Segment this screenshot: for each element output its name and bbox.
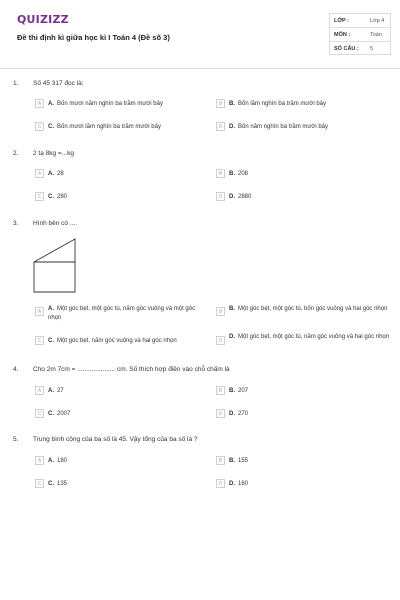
option-letter-box: A: [35, 307, 44, 316]
option-letter-box: C: [35, 409, 44, 418]
option-text: Bốn năm nghìn ba trăm mười bảy: [238, 124, 328, 130]
option-prefix: A.: [48, 306, 54, 312]
option-c[interactable]: [35, 123, 210, 132]
page-title: Đề thi định kì giữa học kì I Toán 4 (Đề số 3): [17, 33, 170, 42]
option-prefix: D.: [229, 411, 235, 417]
option-letter-box: C: [35, 192, 44, 201]
option-letter-box: A: [35, 456, 44, 465]
option-letter-box: A: [35, 386, 44, 395]
option-text: 208: [238, 171, 249, 177]
option-text: Bốn lăm nghìn ba trăm mười bảy: [238, 101, 326, 107]
option-a[interactable]: [35, 387, 210, 396]
option-d[interactable]: [216, 193, 391, 202]
question-number: 4.: [13, 366, 19, 373]
option-prefix: A.: [48, 458, 54, 464]
option-prefix: D.: [229, 334, 235, 340]
option-prefix: A.: [48, 388, 54, 394]
option-text: 28: [57, 171, 64, 177]
option-a[interactable]: [35, 170, 210, 179]
question-number: 3.: [13, 220, 19, 227]
meta-row-class: [330, 14, 390, 28]
question-number: 2.: [13, 150, 19, 157]
option-prefix: D.: [229, 124, 235, 130]
option-letter-box: D: [216, 479, 225, 488]
question-text: 2 tạ 8kg =...kg: [33, 150, 75, 157]
meta-label: SỐ CÂU :: [334, 46, 359, 52]
option-text: Một góc bẹt, năm góc vuông và hai góc nhọn: [57, 338, 177, 344]
option-letter-box: B: [216, 169, 225, 178]
option-text: 27: [57, 388, 64, 394]
option-text: 270: [238, 411, 249, 417]
option-d[interactable]: [216, 333, 391, 345]
option-text: Bốn mươi năm nghìn ba trăm mười bảy: [57, 101, 163, 107]
option-prefix: A.: [48, 101, 54, 107]
option-text: Một góc bẹt, một góc tù, năm góc vuông và hai góc nhọn: [238, 334, 390, 340]
question-text: Trung bình cộng của ba số là 45. Vậy tổng của ba số là ?: [33, 436, 198, 443]
option-prefix: C.: [48, 481, 54, 487]
question-text: Hình bên có ....: [33, 220, 78, 227]
option-letter-box: C: [35, 479, 44, 488]
option-b[interactable]: [216, 457, 391, 466]
option-letter-box: D: [216, 122, 225, 131]
option-text: Một góc bẹt, một góc tù, bốn góc vuông và hai góc nhọn: [238, 306, 388, 312]
option-c[interactable]: [35, 193, 210, 202]
option-prefix: A.: [48, 171, 54, 177]
option-b[interactable]: [216, 387, 391, 396]
option-text: 135: [57, 481, 68, 487]
header-divider: [0, 68, 400, 69]
option-prefix: C.: [48, 338, 54, 344]
meta-value: 5: [370, 46, 374, 52]
option-letter-box: A: [35, 169, 44, 178]
option-letter-box: D: [216, 409, 225, 418]
option-prefix: B.: [229, 388, 235, 394]
option-prefix: D.: [229, 481, 235, 487]
option-b[interactable]: [216, 305, 391, 316]
meta-row-subject: [330, 28, 390, 42]
option-c[interactable]: [35, 337, 210, 346]
meta-value: Toán: [370, 32, 382, 38]
option-text: 280: [57, 194, 68, 200]
option-text: 160: [238, 481, 249, 487]
option-prefix: D.: [229, 194, 235, 200]
option-prefix: C.: [48, 124, 54, 130]
option-b[interactable]: [216, 170, 391, 179]
option-text: Bốn mươi lăm nghìn ba trăm mười bảy: [57, 124, 161, 130]
option-prefix: B.: [229, 458, 235, 464]
meta-value: Lớp 4: [370, 18, 385, 24]
option-c[interactable]: [35, 410, 210, 419]
option-letter-box: D: [216, 336, 225, 345]
option-letter-box: B: [216, 386, 225, 395]
option-text: 2007: [57, 411, 71, 417]
option-text: 180: [57, 458, 68, 464]
option-letter-box: C: [35, 336, 44, 345]
option-prefix: C.: [48, 194, 54, 200]
option-prefix: B.: [229, 101, 235, 107]
option-text: 207: [238, 388, 249, 394]
option-text: 2880: [238, 194, 252, 200]
option-letter-box: D: [216, 192, 225, 201]
option-letter-box: B: [216, 99, 225, 108]
question-number: 1.: [13, 80, 19, 87]
question-text: Số 45 317 đọc là:: [33, 80, 84, 87]
question-text: Cho 2m 7cm = ..................... cm. Số thích hợp điền vào chỗ chấm là: [33, 366, 230, 373]
option-b[interactable]: [216, 100, 391, 109]
option-d[interactable]: [216, 123, 391, 132]
quizizz-logo: QUIZIZZ: [17, 13, 69, 26]
option-letter-box: B: [216, 307, 225, 316]
angle-figure: [33, 238, 79, 294]
option-letter-box: A: [35, 99, 44, 108]
option-a[interactable]: [35, 457, 210, 466]
option-letter-box: B: [216, 456, 225, 465]
option-a[interactable]: [35, 305, 210, 323]
figure-outline: [34, 239, 75, 292]
option-c[interactable]: [35, 480, 210, 489]
option-text: Một góc bẹt, một góc tù, năm góc vuông và một góc nhọn: [48, 306, 196, 321]
question-number: 5.: [13, 436, 19, 443]
meta-label: LỚP :: [334, 18, 349, 24]
option-text: 155: [238, 458, 249, 464]
option-prefix: B.: [229, 306, 235, 312]
meta-box: [329, 13, 391, 55]
meta-label: MÔN :: [334, 32, 351, 38]
option-prefix: B.: [229, 171, 235, 177]
option-prefix: C.: [48, 411, 54, 417]
meta-row-count: [330, 42, 390, 56]
option-a[interactable]: [35, 100, 210, 109]
option-d[interactable]: [216, 480, 391, 489]
option-letter-box: C: [35, 122, 44, 131]
option-d[interactable]: [216, 410, 391, 419]
